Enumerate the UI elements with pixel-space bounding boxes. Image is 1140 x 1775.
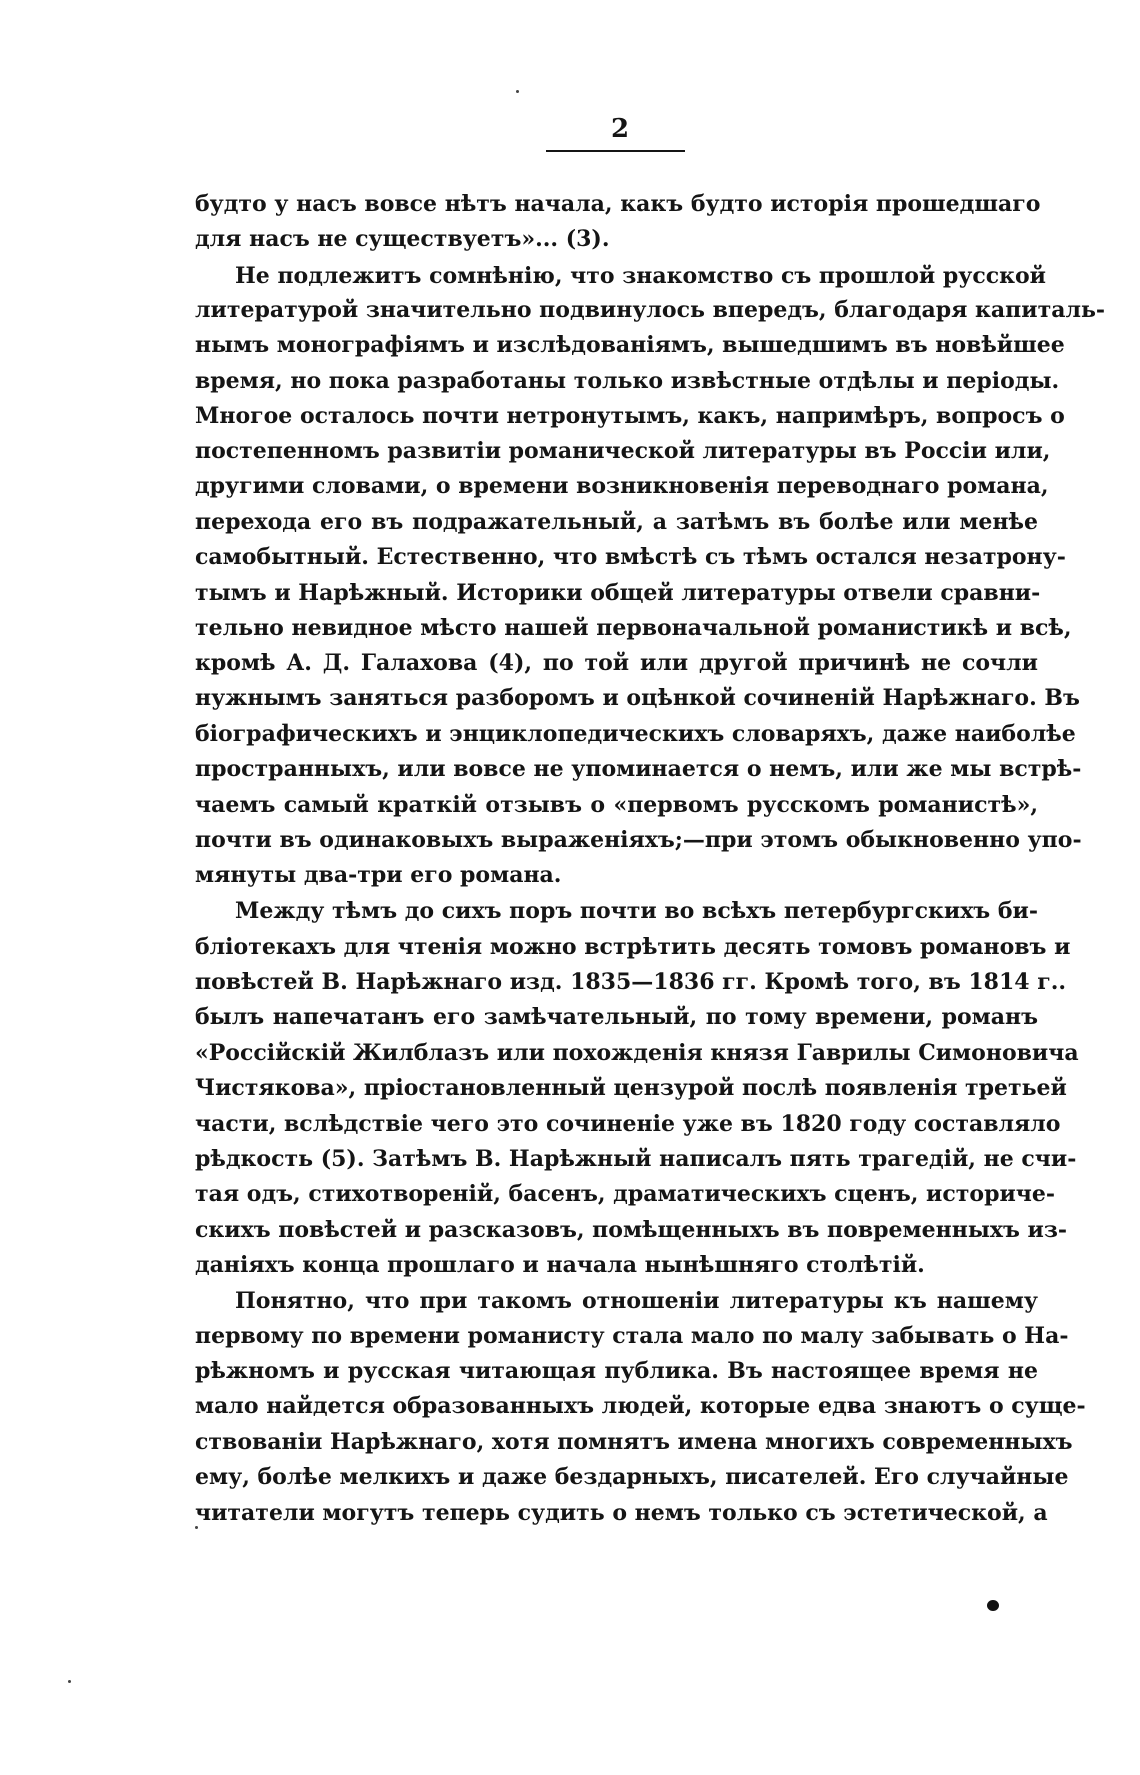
text-line: ему, болѣе мелкихъ и даже бездарныхъ, писателей. Его случайные xyxy=(195,1464,1069,1490)
text-line: литературой значительно подвинулось впередъ, благодаря капиталь- xyxy=(195,297,1106,323)
text-line: мало найдется образованныхъ людей, которые едва знаютъ о суще- xyxy=(195,1393,1086,1419)
text-line: былъ напечатанъ его замѣчательный, по тому времени, романъ xyxy=(195,1004,1038,1030)
text-line: біографическихъ и энциклопедическихъ словаряхъ, даже наиболѣе xyxy=(195,721,1076,747)
text-line: постепенномъ развитіи романической литературы въ Россіи или, xyxy=(195,438,1051,464)
text-line: тая одъ, стихотвореній, басенъ, драматическихъ сценъ, историче- xyxy=(195,1181,1056,1207)
page-number: 2 xyxy=(610,114,630,144)
text-line: будто у насъ вовсе нѣтъ начала, какъ будто исторія прошедшаго xyxy=(195,191,1041,217)
text-line: рѣжномъ и русская читающая публика. Въ настоящее время не xyxy=(195,1358,1038,1384)
text-line: «Россійскій Жилблазъ или похожденія князя Гаврилы Симоновича xyxy=(195,1040,1079,1066)
ink-blot xyxy=(987,1600,999,1611)
text-line: скихъ повѣстей и разсказовъ, помѣщенныхъ въ повременныхъ из- xyxy=(195,1217,1068,1243)
text-line: чаемъ самый краткій отзывъ о «первомъ русскомъ романистѣ», xyxy=(195,792,1038,818)
text-line: перехода его въ подражательный, а затѣмъ въ болѣе или менѣе xyxy=(195,509,1038,535)
text-line: почти въ одинаковыхъ выраженіяхъ;—при этомъ обыкновенно упо- xyxy=(195,827,1082,853)
text-line: время, но пока разработаны только извѣстные отдѣлы и періоды. xyxy=(195,368,1060,394)
text-line: другими словами, о времени возникновенія переводнаго романа, xyxy=(195,473,1049,499)
text-line: для насъ не существуетъ»... (3). xyxy=(195,226,610,252)
text-line: ствованіи Нарѣжнаго, хотя помнятъ имена многихъ современныхъ xyxy=(195,1429,1073,1455)
text-line: повѣстей В. Нарѣжнаго изд. 1835—1836 гг. Кромѣ того, въ 1814 г.. xyxy=(195,969,1067,995)
text-line: Между тѣмъ до сихъ поръ почти во всѣхъ петербургскихъ би- xyxy=(235,898,1038,924)
scan-speck xyxy=(195,1526,198,1529)
text-line: пространныхъ, или вовсе не упоминается о немъ, или же мы встрѣ- xyxy=(195,756,1082,782)
text-line: тымъ и Нарѣжный. Историки общей литературы отвели сравни- xyxy=(195,580,1041,606)
text-line: Не подлежитъ сомнѣнію, что знакомство съ прошлой русской xyxy=(235,263,1046,289)
scan-speck xyxy=(68,1680,71,1683)
text-line: нымъ монографіямъ и изслѣдованіямъ, вышедшимъ въ новѣйшее xyxy=(195,332,1065,358)
text-line: Многое осталось почти нетронутымъ, какъ, напримѣръ, вопросъ о xyxy=(195,403,1065,429)
text-line: Чистякова», пріостановленный цензурой послѣ появленія третьей xyxy=(195,1075,1067,1101)
text-line: части, вслѣдствіе чего это сочиненіе уже въ 1820 году составляло xyxy=(195,1111,1061,1137)
text-line: Понятно, что при такомъ отношеніи литературы къ нашему xyxy=(235,1288,1038,1314)
text-line: первому по времени романисту стала мало по малу забывать о На- xyxy=(195,1323,1069,1349)
text-line: рѣдкость (5). Затѣмъ В. Нарѣжный написалъ пять трагедій, не счи- xyxy=(195,1146,1077,1172)
text-line: даніяхъ конца прошлаго и начала нынѣшняго столѣтій. xyxy=(195,1252,925,1278)
header-rule xyxy=(546,150,685,152)
text-line: тельно невидное мѣсто нашей первоначальной романистикѣ и всѣ, xyxy=(195,615,1072,641)
scan-speck xyxy=(516,90,519,93)
text-line: кромѣ А. Д. Галахова (4), по той или другой причинѣ не сочли xyxy=(195,650,1038,676)
text-line: бліотекахъ для чтенія можно встрѣтить десять томовъ романовъ и xyxy=(195,934,1071,960)
text-line: читатели могутъ теперь судить о немъ только съ эстетической, а xyxy=(195,1500,1048,1526)
text-line: самобытный. Естественно, что вмѣстѣ съ тѣмъ остался незатрону- xyxy=(195,544,1066,570)
text-line: мянуты два-три его романа. xyxy=(195,862,562,888)
text-line: нужнымъ заняться разборомъ и оцѣнкой сочиненій Нарѣжнаго. Въ xyxy=(195,685,1080,711)
